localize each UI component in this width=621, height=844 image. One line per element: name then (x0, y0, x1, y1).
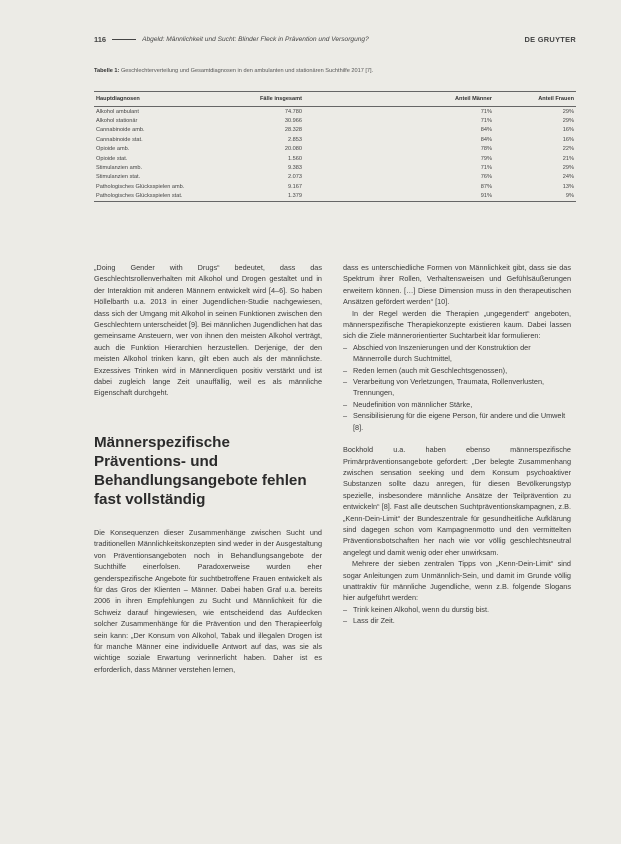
table-label: Tabelle 1: (94, 68, 120, 74)
publisher-logo: DE GRUYTER (524, 34, 576, 44)
table-cell: 13% (562, 183, 574, 190)
table-cell: 79% (480, 155, 492, 162)
list-item: – Verarbeitung von Verletzungen, Traumata, Rollenverlusten, Trennungen, (343, 376, 571, 399)
table-cell: 29% (562, 108, 574, 115)
diagnosis-table (94, 91, 576, 202)
table-cell: 71% (480, 108, 492, 115)
running-title: Abgeld: Männlichkeit und Sucht: Blinder Fleck in Prävention und Versorgung? (142, 35, 369, 43)
goals-list (343, 342, 571, 433)
table-cell: Alkohol stationär (96, 118, 138, 125)
table-cell: 71% (480, 165, 492, 172)
table-cell: 20.080 (284, 146, 302, 153)
table-cell: 16% (562, 127, 574, 134)
table-cell: 29% (562, 118, 574, 125)
table-cell: 29% (562, 165, 574, 172)
paragraph: dass es unterschiedliche Formen von Männlichkeit gibt, dass sie das Spektrum ihrer Rollen, Verhaltensweisen und Gefühlsäußerungen erweitern können. […] Diese Dimension muss in den therapeutischen Ansätzen gefördert werden“ [10]. (343, 263, 571, 307)
table-cell: Pathologisches Glücksspielen amb. (96, 183, 185, 190)
list-item: – Abschied von Inszenierungen und der Konstruktion der Männerrolle durch Suchtmittel, (343, 342, 571, 365)
table-cell: 16% (562, 136, 574, 143)
column-header: Anteil Frauen (494, 92, 576, 107)
table-cell: Stimulanzien amb. (96, 165, 143, 172)
column-header: Fälle insgesamt (212, 92, 304, 107)
table-cell: Opioide stat. (96, 155, 128, 162)
intro-paragraph: „Doing Gender with Drugs“ bedeutet, dass das Geschlechtsrollenverhalten mit Alkohol und Drogen gestaltet und in der Interaktion mit anderen Männern entwickelt wird [4–6]. So haben Höllelbarth u.a. 2013 in einer Jugendlichen-Studie nachgewiesen, dass sich der Umgang mit Alkohol in seinen Funktionen zwischen den Geschlechtern unterscheidet [9]. Bei männlichen Jugendlichen hat das gemeinsame Ansteuern, wer von ihnen den meisten Alkohol verträgt, auch die Funktion Hierarchien herzustellen. Derjenige, der den meisten Alkohol trinken kann, gilt eben auch als der männlichste. Exzessives Trinken wird in Männercliquen positiv verstärkt und ist dabei zugleich lange Zeit unauffällig, weil es als männliche Eigenschaft durchgeht. (94, 263, 322, 398)
table-cell: 1.379 (212, 192, 304, 202)
list-item: – Lass dir Zeit. (343, 615, 571, 626)
table-row (94, 145, 576, 154)
table-row (94, 182, 576, 191)
table-row (94, 173, 576, 182)
table-cell: Pathologisches Glücksspielen stat. (94, 192, 212, 202)
table-cell: 30.966 (284, 118, 302, 125)
table-cell: 9% (494, 192, 576, 202)
paragraph: In der Regel werden die Therapien „ungegendert“ angeboten, männerspezifische Therapiekonzepte existieren kaum. Dabei lassen sich die Ziele männerorientierter Suchtarbeit klar formulieren: (343, 308, 571, 341)
table-cell: 74.780 (284, 108, 302, 115)
table-cell: 2.853 (288, 136, 302, 143)
running-header (94, 33, 576, 45)
list-item: – Neudefinition von männlicher Stärke, (343, 399, 571, 410)
header-rule (112, 39, 136, 40)
table-cell: 28.328 (284, 127, 302, 134)
column-header: Anteil Männer (304, 92, 494, 107)
table-cell: 9.167 (288, 183, 302, 190)
list-item: – Sensibilisierung für die eigene Person, für andere und die Umwelt [8]. (343, 410, 571, 433)
list-item: – Trink keinen Alkohol, wenn du durstig bist. (343, 604, 571, 615)
page-number: 116 (94, 34, 107, 44)
table-cell: 84% (480, 127, 492, 134)
table-caption-text: Geschlechterverteilung und Gesamtdiagnosen in den ambulanten und stationären Suchthilfe 2017 [7]. (120, 68, 374, 74)
table-cell: 91% (304, 192, 494, 202)
table-row (94, 135, 576, 144)
table-row (94, 163, 576, 172)
table-cell: Cannabinoide amb. (96, 127, 145, 134)
table-cell: 2.073 (288, 174, 302, 181)
left-column (94, 262, 322, 675)
table-cell: 87% (480, 183, 492, 190)
table-cell: Stimulanzien stat. (96, 174, 141, 181)
table-header-row (94, 92, 576, 107)
table-row (94, 116, 576, 125)
table-cell: 9.383 (288, 165, 302, 172)
list-item: – Reden lernen (auch mit Geschlechtsgenossen), (343, 365, 571, 376)
table-cell: Alkohol ambulant (96, 108, 139, 115)
section-heading: Männerspezifische Präventions- und Behandlungsangebote fehlen fast vollständig (94, 433, 307, 508)
table-cell: 21% (562, 155, 574, 162)
table-cell: 78% (480, 146, 492, 153)
table-cell: 71% (480, 118, 492, 125)
table-row (94, 192, 576, 202)
table-cell: 76% (480, 174, 492, 181)
paragraph: Bockhold u.a. haben ebenso männerspezifische Primärpräventionsangebote gefordert: „Der belegte Zusammenhang zwischen sensation seeking und dem Konsum psychoaktiver Substanzen sollte dazu anregen, für diesen Bevölkerungstyp spezielle, insbesondere männliche Ansätze der Teilprävention zu entwickeln“ [8]. Fast alle deutschen Suchtpräventionskampagnen, z.B. „Kenn-Dein-Limit“ der Bundeszentrale für gesundheitliche Aufklärung sind dagegen schon vom Kampagnenmotto und den vermittelten Präventionsbotschaften her nach wie vor völlig geschlechtsneutral angelegt und damit wenig oder eher unwirksam. (343, 445, 571, 557)
table-cell: 24% (562, 174, 574, 181)
table-cell: Opioide amb. (96, 146, 130, 153)
right-column (343, 262, 571, 627)
table-row (94, 107, 576, 117)
slogan-list (343, 604, 571, 627)
table-cell: 84% (480, 136, 492, 143)
table-row (94, 126, 576, 135)
table-cell: Cannabinoide stat. (96, 136, 143, 143)
table-caption (94, 68, 576, 74)
table-cell: 1.560 (288, 155, 302, 162)
table-cell: 22% (562, 146, 574, 153)
body-paragraph: Die Konsequenzen dieser Zusammenhänge zwischen Sucht und traditionellen Männlichkeitskonzepten sind weder in der Ausgestaltung von Präventionsangeboten noch in Behandlungsangebote der Suchthilfe einerfolsen. Paradoxerweise wurden eher genderspezifische Angebote für suchtbetroffene Frauen entwickelt als für das Gros der Klienten – Männer. Dabei haben Graf u.a. bereits 2006 in ihren Empfehlungen zu Sucht und Männlichkeit für die Schweiz darauf hingewiesen, wie entscheidend das Aufdecken solcher Zusammenhänge für die Prävention und den Therapieerfolg sein kann: „Der Konsum von Alkohol, Tabak und illegalen Drogen ist für manche Männer eine individuelle Antwort auf das, was sie als wichtige soziale Erwartung verinnerlicht haben. Daher ist es erforderlich, dass Männer verstehen lernen, (94, 527, 322, 674)
table-row (94, 154, 576, 163)
paragraph: Mehrere der sieben zentralen Tipps von „Kenn-Dein-Limit“ sind sogar Anleitungen zum Unmännlich-Sein, und damit im Grunde völlig unattraktiv für männliche Jugendliche, wenn z.B. folgende Slogans hier aufgeführt werden: (343, 559, 571, 603)
column-header: Hauptdiagnosen (94, 92, 212, 107)
